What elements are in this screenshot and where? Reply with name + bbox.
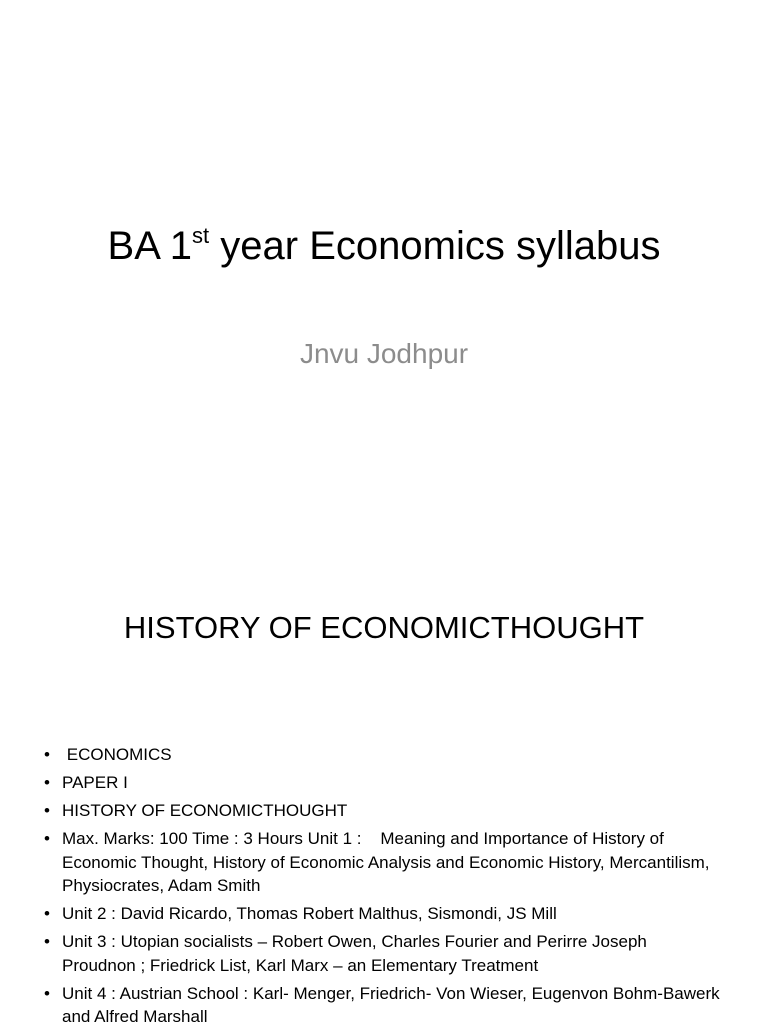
bullet-icon: • [44,829,50,848]
list-item [44,982,724,1024]
list-item-text: PAPER I [62,773,128,792]
bullet-icon: • [44,932,50,951]
deck-subtitle: Jnvu Jodhpur [299,338,469,369]
content-slide [0,576,768,1024]
deck-title-superscript: st [192,223,210,248]
list-item-text: ECONOMICS [62,745,172,764]
list-item [44,930,724,977]
syllabus-bullet-list [44,743,724,1024]
deck-title-suffix: year Economics syllabus [209,224,661,268]
list-item-text: Max. Marks: 100 Time : 3 Hours Unit 1 : Meaning and Importance of History of Economic Thought, History of Economic Analysis and Economic History, Mercantilism, Physiocrates, Adam Smith [62,829,715,895]
list-item-text: HISTORY OF ECONOMICTHOUGHT [62,801,348,820]
bullet-icon: • [44,801,50,820]
list-item [44,827,724,898]
list-item [44,743,724,767]
bullet-icon: • [44,745,50,764]
section-title: HISTORY OF ECONOMICTHOUGHT [123,610,645,645]
deck-title [0,218,768,274]
list-item [44,799,724,823]
list-item-text: Unit 3 : Utopian socialists – Robert Owen, Charles Fourier and Perirre Joseph Proudnon ; Friedrick List, Karl Marx – an Elementary Treatment [62,932,647,975]
list-item [44,771,724,795]
list-item-text: Unit 4 : Austrian School : Karl- Menger, Friedrich- Von Wieser, Eugenvon Bohm-Bawerk and Alfred Marshall [62,983,720,1024]
deck-title-prefix: BA 1 [107,224,193,268]
list-item [44,902,724,926]
list-item-text: Unit 2 : David Ricardo, Thomas Robert Malthus, Sismondi, JS Mill [62,904,557,923]
bullet-icon: • [44,904,50,923]
bullet-icon: • [44,773,50,792]
bullet-icon: • [44,983,50,1003]
